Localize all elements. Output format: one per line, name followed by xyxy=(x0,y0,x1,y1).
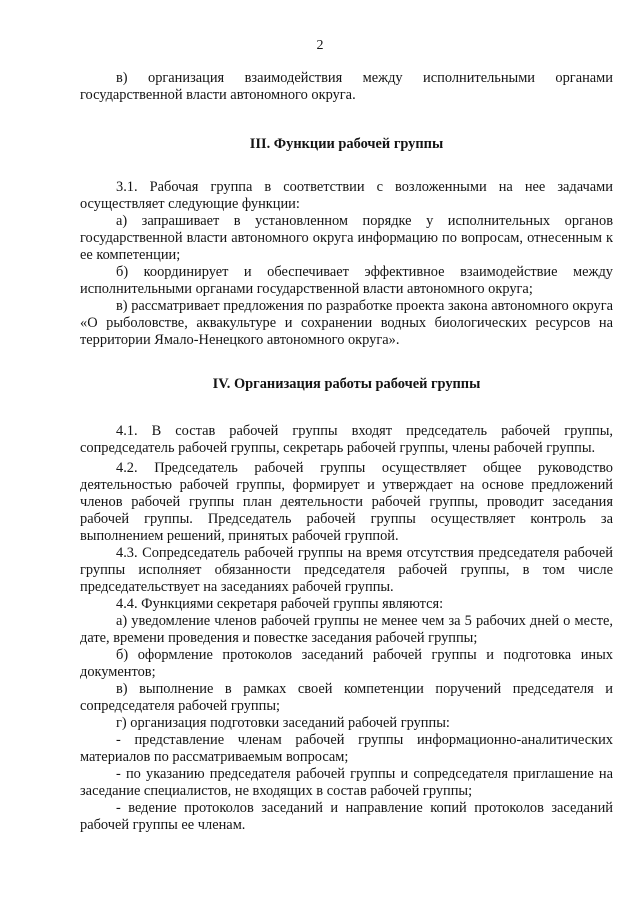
section-heading-iv: IV. Организация работы рабочей группы xyxy=(212,376,481,392)
paragraph-3-1-a: а) запрашивает в установленном порядке у исполнительных органов государственной власти автономного округа информацию по вопросам, отнесенным к ее компетенции; xyxy=(80,213,613,263)
paragraph-3-1-b: б) координирует и обеспечивает эффективное взаимодействие между исполнительными органами государственной власти автономного округа; xyxy=(80,264,613,297)
list-item: - по указанию председателя рабочей группы и сопредседателя приглашение на заседание специалистов, не входящих в состав рабочей группы; xyxy=(80,766,613,799)
paragraph-4-4-b: б) оформление протоколов заседаний рабочей группы и подготовка иных документов; xyxy=(80,647,613,680)
paragraph-3-1: 3.1. Рабочая группа в соответствии с возложенными на нее задачами осуществляет следующие функции: xyxy=(80,179,613,212)
paragraph-4-4: 4.4. Функциями секретаря рабочей группы являются: xyxy=(116,596,444,612)
paragraph-4-4-a: а) уведомление членов рабочей группы не менее чем за 5 рабочих дней о месте, дате, времени проведения и повестке заседания рабочей группы; xyxy=(80,613,613,646)
paragraph-4-3: 4.3. Сопредседатель рабочей группы на время отсутствия председателя рабочей группы исполняет обязанности председателя рабочей группы, в том числе председательствует на заседаниях рабочей группы. xyxy=(80,545,613,595)
paragraph-3-1-v: в) рассматривает предложения по разработке проекта закона автономного округа «О рыболовстве, аквакультуре и сохранении водных биологических ресурсов на территории Ямало-Ненецкого автономного округа». xyxy=(80,298,613,348)
list-item: - представление членам рабочей группы информационно-аналитических материалов по рассматриваемым вопросам; xyxy=(80,732,613,765)
list-item: - ведение протоколов заседаний и направление копий протоколов заседаний рабочей группы ее членам. xyxy=(80,800,613,833)
paragraph-4-4-v: в) выполнение в рамках своей компетенции поручений председателя и сопредседателя рабочей группы; xyxy=(80,681,613,714)
section-heading-iii: III. Функции рабочей группы xyxy=(249,136,444,152)
page-number: 2 xyxy=(316,38,324,53)
paragraph-4-1: 4.1. В состав рабочей группы входят председатель рабочей группы, сопредседатель рабочей группы, секретарь рабочей группы, члены рабочей группы. xyxy=(80,423,613,456)
paragraph-4-4-g: г) организация подготовки заседаний рабочей группы: xyxy=(116,715,450,731)
document-body xyxy=(80,70,613,834)
paragraph-v-organization: в) организация взаимодействия между исполнительными органами государственной власти автономного округа. xyxy=(80,70,613,103)
paragraph-4-2: 4.2. Председатель рабочей группы осуществляет общее руководство деятельностью рабочей группы, формирует и утверждает на основе предложений членов рабочей группы план деятельности рабочей группы, проводит заседания рабочей группы. Председатель рабочей группы осуществляет контроль за выполнением решений, принятых рабочей группой. xyxy=(80,460,613,544)
